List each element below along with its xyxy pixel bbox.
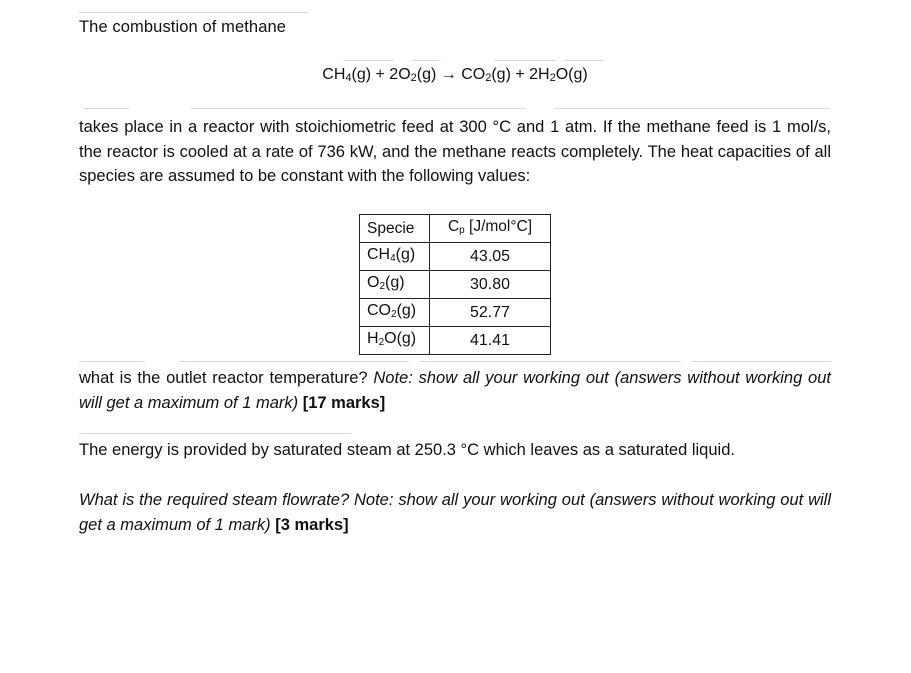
field-rule xyxy=(494,60,556,61)
field-rule xyxy=(565,60,603,61)
field-rule xyxy=(79,361,145,362)
table-row xyxy=(360,243,551,271)
question-marks: [3 marks] xyxy=(275,515,349,534)
field-rule xyxy=(344,60,394,61)
header-species: Specie xyxy=(360,215,430,243)
species-cell: $H_2O(g)$ xyxy=(360,327,430,355)
eq-product-co2: CO xyxy=(456,66,486,83)
reaction-arrow-icon: → xyxy=(440,66,457,83)
field-rule xyxy=(413,60,439,61)
eq-reactant-ch4: CH xyxy=(322,66,346,83)
species-cell: $CO_2(g)$ xyxy=(360,299,430,327)
field-rule xyxy=(83,108,129,109)
question-steam-flowrate xyxy=(79,488,831,537)
question-note: Note: show all your working out (answers without working out will get a maximum of 1 mark) xyxy=(79,369,831,412)
cp-cell: 30.80 xyxy=(430,271,551,299)
table-row xyxy=(360,299,551,327)
steam-statement: The energy is provided by saturated steam at 250.3 °C which leaves as a saturated liquid. xyxy=(79,441,735,459)
species-cell: $CH_4(g)$ xyxy=(360,243,430,271)
question-outlet-temperature xyxy=(79,366,831,415)
reaction-equation xyxy=(79,66,831,84)
species-cell: $O_2(g)$ xyxy=(360,271,430,299)
eq-text: (g) xyxy=(416,66,441,83)
eq-sub: 4 xyxy=(345,72,352,84)
eq-sub: 2 xyxy=(549,72,556,84)
question-note: What is the required steam flowrate? Note: show all your working out (answers without working out will get a maximum of 1 mark) xyxy=(79,491,831,534)
cp-cell: 41.41 xyxy=(430,327,551,355)
field-rule xyxy=(691,361,831,362)
field-rule xyxy=(79,433,351,434)
field-rule xyxy=(179,361,409,362)
table-header-row xyxy=(360,215,551,243)
table-row xyxy=(360,271,551,299)
table-row xyxy=(360,327,551,355)
cp-cell: 52.77 xyxy=(430,299,551,327)
problem-statement: takes place in a reactor with stoichiometric feed at 300 °C and 1 atm. If the methane feed is 1 mol/s, the reactor is cooled at a rate of 736 kW, and the methane reacts completely. The heat capacities of all species are assumed to be constant with the following values: xyxy=(79,118,831,185)
field-rule xyxy=(191,108,526,109)
field-rule xyxy=(79,12,309,13)
header-cp: $C_p$ [J/mol°C] xyxy=(430,215,551,243)
field-rule xyxy=(554,108,830,109)
field-rule xyxy=(419,361,681,362)
question-marks: [17 marks] xyxy=(298,393,386,412)
document-title: The combustion of methane xyxy=(79,18,287,36)
question-text: what is the outlet reactor temperature? xyxy=(79,369,374,387)
heat-capacity-table xyxy=(359,214,551,355)
eq-text: O(g) xyxy=(555,66,588,83)
eq-text: (g) + 2H xyxy=(491,66,550,83)
eq-sub: 2 xyxy=(410,72,417,84)
eq-sub: 2 xyxy=(485,72,492,84)
cp-cell: 43.05 xyxy=(430,243,551,271)
eq-text: (g) + 2O xyxy=(351,66,411,83)
